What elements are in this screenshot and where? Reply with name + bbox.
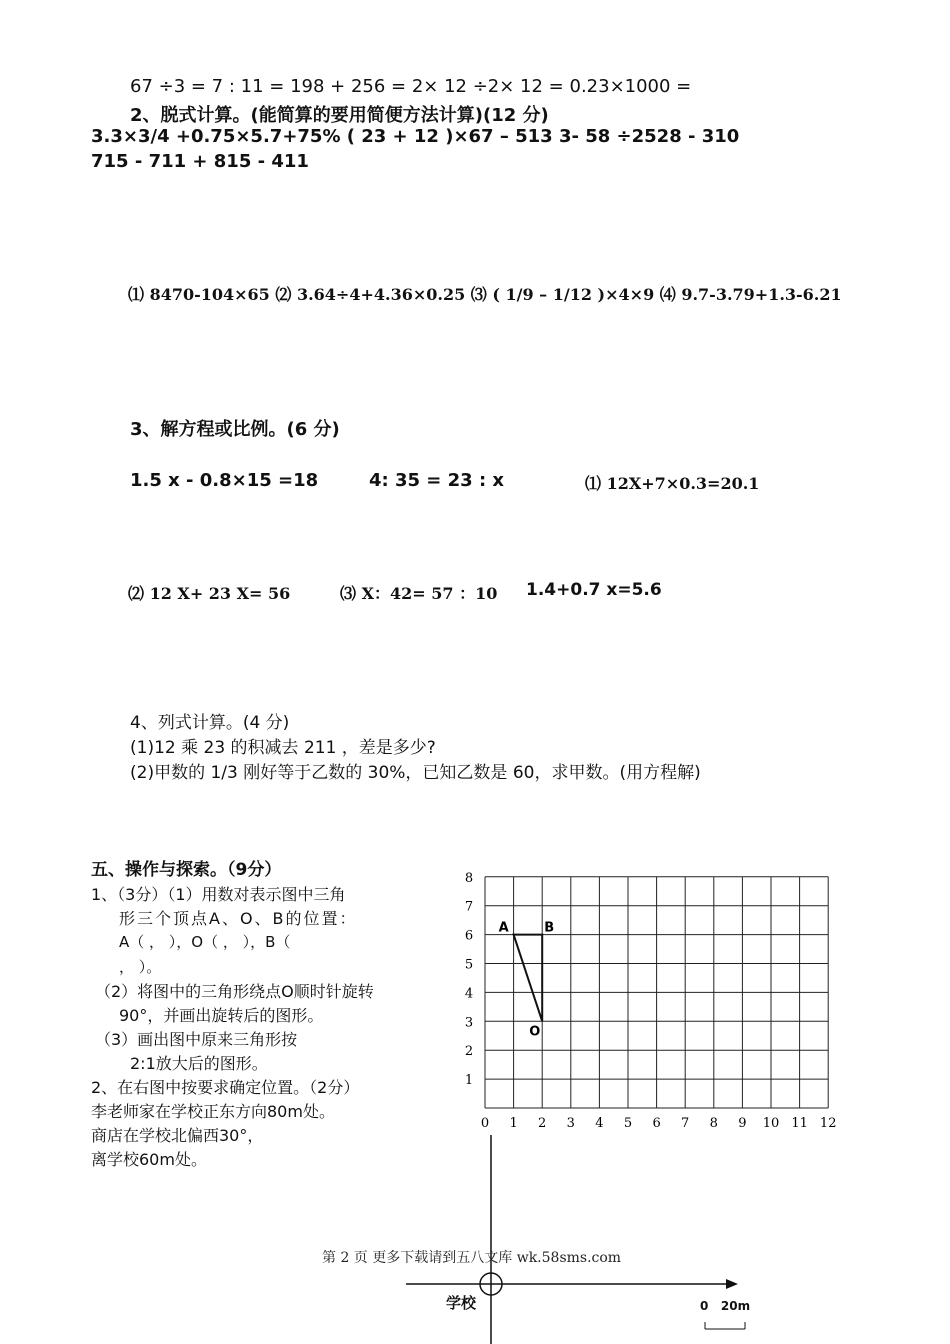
equation-5: ⑶ X：42= 57 ：10 [340, 584, 498, 603]
equation-3: ⑴ 12X+7×0.3=20.1 [585, 474, 760, 493]
equation-1: 1.5 x - 0.8×15 =18 [130, 470, 319, 491]
section5-line: 2:1放大后的图形。 [130, 1054, 268, 1073]
section5-line: （3）画出图中原来三角形按 [95, 1030, 298, 1049]
point-label-A: A [498, 920, 509, 936]
school-label: 学校 [446, 1294, 477, 1312]
section5-line: 1、（3分）（1）用数对表示图中三角 [91, 885, 346, 904]
y-tick-label: 8 [464, 870, 474, 886]
section2-heading: 2、脱式计算。(能简算的要用简便方法计算)(12 分) [130, 105, 549, 126]
section4-heading: 4、列式计算。(4 分) [130, 713, 290, 733]
section5-line: 2、在右图中按要求确定位置。（2分） [91, 1078, 360, 1097]
y-tick-label: 2 [464, 1044, 474, 1060]
section5-heading: 五、操作与探索。（9分） [91, 860, 282, 880]
scale-label: 0 20m [700, 1299, 751, 1313]
section5-line: 商店在学校北偏西30°， [91, 1126, 264, 1145]
section5-line: （2）将图中的三角形绕点O顺时针旋转 [95, 982, 374, 1001]
x-tick-label: 6 [652, 1116, 661, 1131]
section2-line2: 715 - 711 + 815 - 411 [91, 151, 309, 172]
section4-question-1: (1)12 乘 23 的积减去 211 ，差是多少? [130, 738, 436, 758]
x-tick-label: 12 [819, 1116, 837, 1131]
x-tick-label: 0 [480, 1116, 490, 1131]
x-tick-label: 3 [566, 1116, 575, 1131]
page-footer: 第 2 页 更多下载请到五八文库 wk.58sms.com [322, 1250, 622, 1266]
point-label-B: B [544, 920, 555, 936]
point-label-O: O [529, 1024, 541, 1040]
equation-6: 1.4+0.7 x=5.6 [526, 580, 662, 600]
section5-line: 李老师家在学校正东方向80m处。 [91, 1102, 335, 1121]
equation-4: ⑵ 12 X+ 23 X= 56 [128, 584, 291, 603]
x-tick-label: 9 [738, 1116, 747, 1131]
section5-line: ， ）。 [119, 958, 162, 976]
section5-line: 形三个顶点A、O、B的位置： [119, 909, 358, 928]
y-tick-label: 3 [464, 1015, 474, 1031]
section5-line: A（ ， ），O（ ， ），B（ [119, 933, 291, 951]
x-tick-label: 10 [762, 1116, 780, 1131]
y-tick-label: 1 [464, 1073, 474, 1089]
x-tick-label: 2 [538, 1116, 547, 1131]
coordinate-grid [455, 868, 845, 1138]
x-tick-label: 4 [595, 1116, 604, 1131]
section4-question-2: (2)甲数的 1/3 刚好等于乙数的 30%，已知乙数是 60，求甲数。(用方程解) [130, 763, 701, 783]
y-tick-label: 4 [464, 986, 474, 1002]
section3-heading: 3、解方程或比例。(6 分) [130, 419, 340, 440]
section5-line: 离学校60m处。 [91, 1150, 207, 1169]
section2-line1: 3.3×3/4 +0.75×5.7+75% ( 23 + 12 )×67 – 513 3- 58 ÷2528 - 310 [91, 126, 740, 147]
x-tick-label: 5 [623, 1116, 633, 1131]
x-tick-label: 7 [681, 1116, 690, 1131]
x-axis-ticks [481, 1116, 837, 1131]
y-tick-label: 7 [464, 899, 474, 915]
section5-line: 90°，并画出旋转后的图形。 [119, 1006, 324, 1025]
equation-2: 4: 35 = 23 : x [369, 470, 505, 491]
x-tick-label: 11 [791, 1116, 808, 1131]
grid-lines [485, 877, 828, 1108]
triangle-AOB [514, 935, 543, 1022]
y-tick-label: 5 [464, 957, 474, 973]
east-arrow-icon [726, 1279, 738, 1289]
y-axis-ticks [465, 871, 473, 1088]
x-tick-label: 1 [509, 1116, 518, 1131]
x-tick-label: 8 [709, 1116, 718, 1131]
y-tick-label: 6 [464, 928, 474, 944]
oral-calc-line: 67 ÷3 = 7 : 11 = 198 + 256 = 2× 12 ÷2× 12 = 0.23×1000 = [130, 76, 692, 97]
section2-line3: ⑴ 8470-104×65 ⑵ 3.64÷4+4.36×0.25 ⑶ ( 1/9 – 1/12 )×4×9 ⑷ 9.7-3.79+1.3-6.21 [128, 285, 842, 304]
